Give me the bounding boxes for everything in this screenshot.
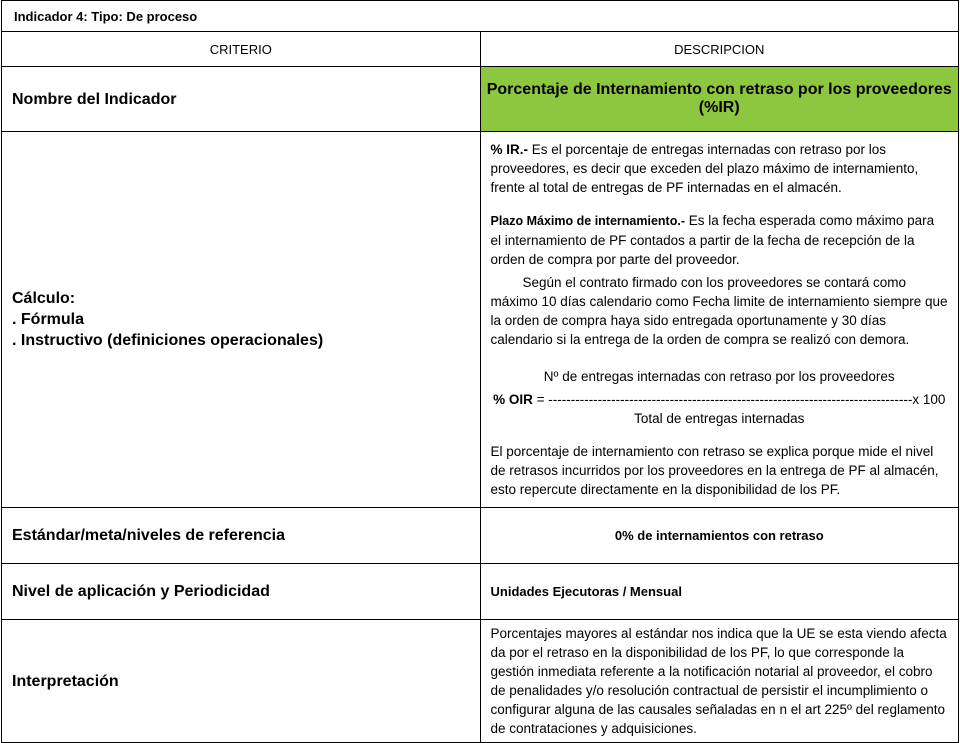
nombre-value: Porcentaje de Internamiento con retraso por los proveedores (%IR) — [480, 67, 959, 132]
row-interpretacion — [2, 620, 959, 743]
col-descripcion: DESCRIPCION — [480, 32, 959, 67]
explanation: El porcentaje de internamiento con retraso se explica porque mide el nivel de retrasos incurridos por los proveedores en la entrega de PF al almacén, esto repercute directamente en la disponibilidad de los PF. — [490, 444, 939, 497]
nivel-value: Unidades Ejecutoras / Mensual — [480, 564, 959, 620]
calculo-description — [480, 132, 959, 508]
calculo-label — [2, 132, 481, 508]
calculo-label-line2: . Fórmula — [12, 311, 85, 328]
calculo-label-line3: . Instructivo (definiciones operacionales) — [12, 332, 324, 349]
formula-denominator: Total de entregas internadas — [634, 411, 805, 426]
col-criterio: CRITERIO — [2, 32, 481, 67]
interpretacion-value: Porcentajes mayores al estándar nos indica que la UE se esta viendo afecta da por el retraso en la disponibilidad de los PF, lo que corresponde la gestión inmediata referente a la notificación notarial al proveedor, el cobro de penalidades y/o resolución contractual de persistir el incumplimiento o configurar alguna de las causales señaladas en n el art 225º del reglamento de contrataciones y adquisiciones. — [480, 620, 959, 743]
header-row — [2, 1, 959, 32]
contract-note: Según el contrato firmado con los proveedores se contará como máximo 10 días calendario como Fecha limite de internamiento siempre que la orden de compra haya sido entregada oportunamente y 30 días calendario si la entrega de la orden de compra se realizó con demora. — [490, 275, 948, 347]
definition-plazo: Plazo Máximo de internamiento.- Es la fecha esperada como máximo para el internamiento de PF contados a partir de la fecha de recepción de la orden de compra por parte del proveedor. — [490, 213, 935, 267]
row-estandar — [2, 508, 959, 564]
row-nivel — [2, 564, 959, 620]
calculo-label-line1: Cálculo: — [12, 290, 76, 307]
estandar-label: Estándar/meta/niveles de referencia — [2, 508, 481, 564]
formula-line: % OIR = ---------------------------------------------------------------------------------x 100 — [493, 392, 946, 407]
indicator-table — [1, 0, 959, 743]
nombre-label: Nombre del Indicador — [2, 67, 481, 132]
indicator-title: Indicador 4: Tipo: De proceso — [2, 1, 959, 32]
column-header-row — [2, 32, 959, 67]
nivel-label: Nivel de aplicación y Periodicidad — [2, 564, 481, 620]
row-calculo — [2, 132, 959, 508]
row-nombre — [2, 67, 959, 132]
interpretacion-label: Interpretación — [2, 620, 481, 743]
definition-ir: % IR.- Es el porcentaje de entregas internadas con retraso por los proveedores, es decir que exceden del plazo máximo de internamiento, frente al total de entregas de PF internadas en el almacén. — [490, 142, 919, 195]
formula-numerator: Nº de entregas internadas con retraso por los proveedores — [543, 369, 895, 384]
estandar-value: 0% de internamientos con retraso — [480, 508, 959, 564]
